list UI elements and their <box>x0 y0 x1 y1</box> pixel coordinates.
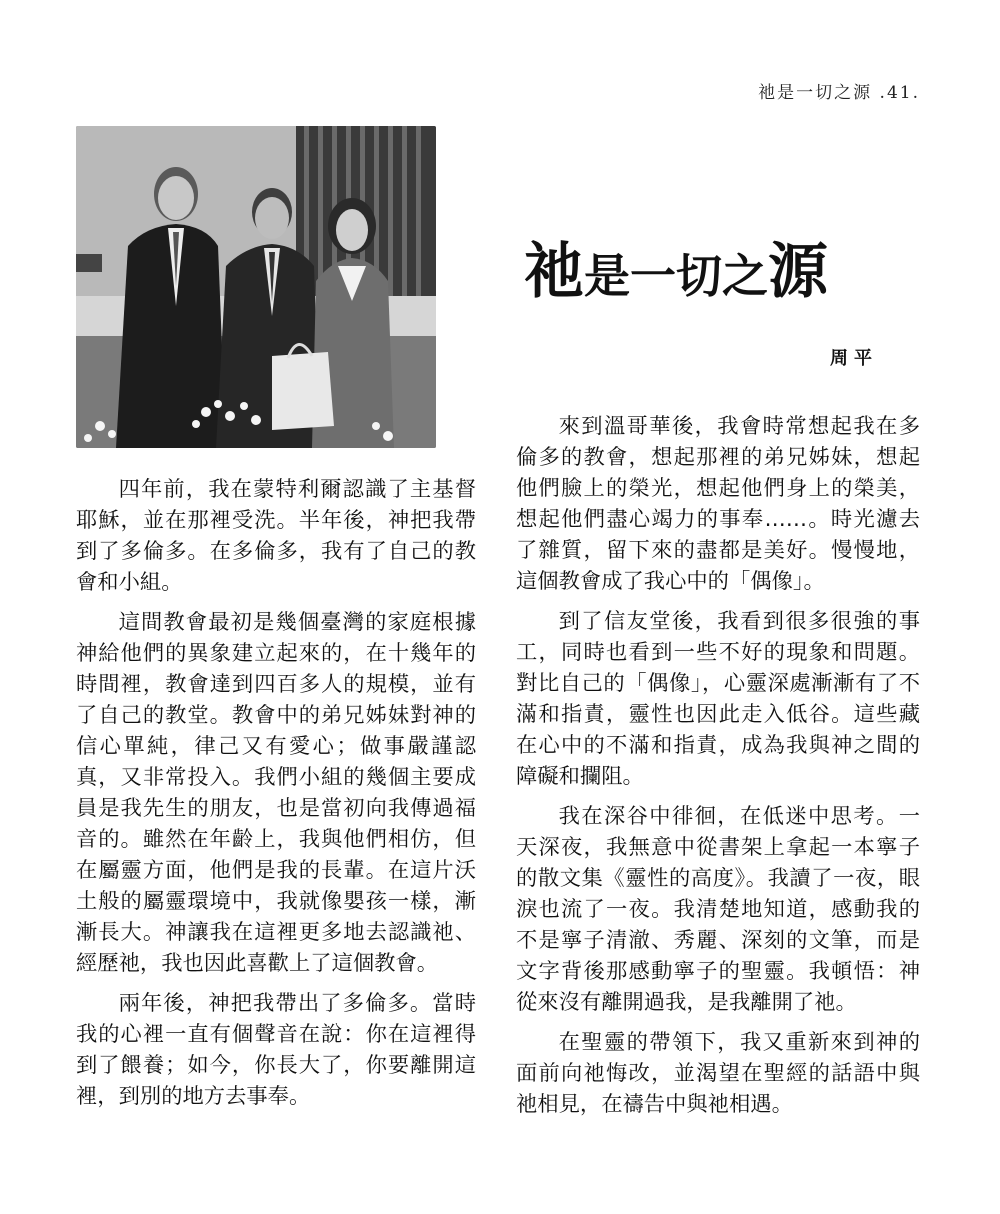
title-char: 之 <box>722 249 768 303</box>
paragraph: 到了信友堂後，我看到很多很強的事工，同時也看到一些不好的現象和問題。對比自己的「偶像」，心靈深處漸漸有了不滿和指責，靈性也因此走入低谷。這些藏在心中的不滿和指責，成為我與神之間的障礙和攔阻。 <box>516 609 920 789</box>
left-column <box>76 474 476 1121</box>
paragraph: 這間教會最初是幾個臺灣的家庭根據神給他們的異象建立起來的，在十幾年的時間裡，教會達到四百多人的規模，並有了自己的教堂。教會中的弟兄姊妹對神的信心單純，律己又有愛心；做事嚴謹認真，又非常投入。我們小組的幾個主要成員是我先生的朋友，也是當初向我傳過福音的。雖然在年齡上，我與他們相仿，但在屬靈方面，他們是我的長輩。在這片沃土般的屬靈環境中，我就像嬰孩一樣，漸漸長大。神讓我在這裡更多地去認識祂、經歷祂，我也因此喜歡上了這個教會。 <box>76 610 476 976</box>
paragraph: 我在深谷中徘徊，在低迷中思考。一天深夜，我無意中從書架上拿起一本寧子的散文集《靈性的高度》。我讀了一夜，眼淚也流了一夜。我清楚地知道，感動我的不是寧子清澈、秀麗、深刻的文筆，而是文字背後那感動寧子的聖靈。我頓悟：神從來沒有離開過我，是我離開了祂。 <box>516 804 920 1015</box>
title-char: 切 <box>676 249 722 303</box>
paragraph: 四年前，我在蒙特利爾認識了主基督耶穌，並在那裡受洗。半年後，神把我帶到了多倫多。在多倫多，我有了自己的教會和小組。 <box>76 477 476 595</box>
paragraph: 在聖靈的帶領下，我又重新來到神的面前向祂悔改，並渴望在聖經的話語中與祂相見，在禱告中與祂相遇。 <box>516 1030 920 1117</box>
paragraph: 來到溫哥華後，我會時常想起我在多倫多的教會，想起那裡的弟兄姊妹，想起他們臉上的榮光，想起他們身上的榮美，想起他們盡心竭力的事奉……。時光濾去了雜質，留下來的盡都是美好。慢慢地，這個教會成了我心中的「偶像」。 <box>516 414 920 594</box>
title-char: 一 <box>630 249 676 303</box>
title-char: 源 <box>768 237 828 307</box>
title-char: 祂 <box>524 237 584 307</box>
article-photo <box>76 126 436 448</box>
author-name: 周平 <box>830 348 878 369</box>
paragraph: 兩年後，神把我帶出了多倫多。當時我的心裡一直有個聲音在說：你在這裡得到了餵養；如今，你長大了，你要離開這裡，到別的地方去事奉。 <box>76 991 476 1109</box>
right-column <box>516 411 920 1129</box>
photo-three-people-icon <box>76 126 436 448</box>
article-title <box>524 237 904 307</box>
title-char: 是 <box>584 249 630 303</box>
running-header: 祂是一切之源 .41. <box>758 83 920 103</box>
